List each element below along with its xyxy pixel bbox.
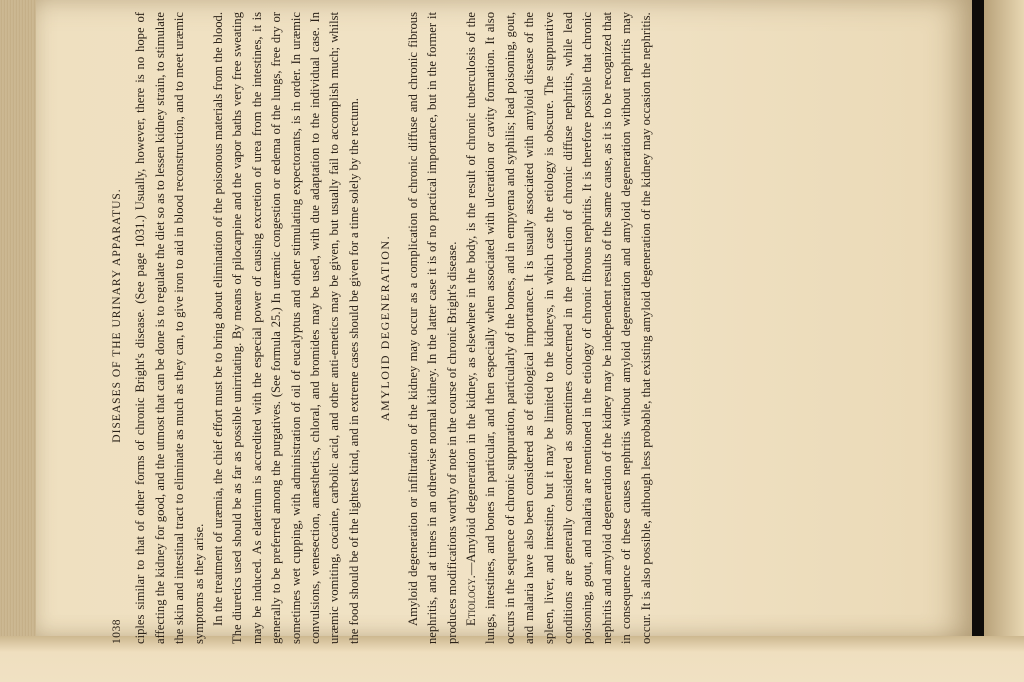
page-edge-stack [0,0,40,682]
section-heading: AMYLOID DEGENERATION. [378,234,393,422]
running-head [108,12,127,644]
paragraph-2: In the treatment of uræmia, the chief effort must be to bring about elimination of the poisonous materials from the blood. The diuretics used should be as far as possible unirritating. By means of pilocarpine and the vapor baths very free sweating may be induced. As elaterium is accredited with the especial power of causing excretion of urea from the intestines, it is generally to be preferred among the purgatives. (See formula 25.) In uræmic congestion or œdema of the lungs, free dry or sometimes wet cupping, with administration of oil of eucalyptus and other stimulating expectorants, is in order. In uræmic convulsions, venesection, anæsthetics, chloral, and bromides may be used, with due adaptation to the individual case. In uræmic vomiting, cocaine, carbolic acid, and other anti-emetics may be given, but usually fail to accomplish much; whilst the food should be of the lightest kind, and in extreme cases should be given for a time solely by the rectum. [211,12,361,644]
paragraph-3: Amyloid degeneration or infiltration of the kidney may occur as a complication of chronic diffuse and chronic fibrous nephritis, and at times in an otherwise normal kidney. In the latter case it is of no practical importance, but in the former it produces modifications worthy of note in the course of chronic Bright's disease. [405,12,459,644]
paragraph-4 [462,12,656,644]
page-text-column [108,12,668,644]
page-number: 1038 [111,619,123,644]
facing-page-sliver [984,0,1024,682]
paragraph-1: ciples similar to that of other forms of chronic Bright's disease. (See page 1031.) Usually, however, there is no hope of affecting the kidney for good, and the utmost that can be done is to regulate the diet so as to lessen kidney strain, to stimulate the skin and intestinal tract to eliminate as much as they can, to give iron to aid in blood reconstruction, and to meet uræmic symptoms as they arise. [133,12,206,644]
etiology-lead: Etiology. [463,575,478,626]
running-title: DISEASES OF THE URINARY APPARATUS. [111,188,123,443]
etiology-text: —Amyloid degeneration in the kidney, as elsewhere in the body, is the result of chronic tuberculosis of the lungs, intestines, and bones in particular, and then especially when associated with ulceration or cavity formation. It also occurs in the sequence of chronic suppuration, particularly of the bones, and in empyema and syphilis; lead poisoning, gout, and malaria have also been considered as of etiological importance. It is usually associated with amyloid disease of the spleen, liver, and intestine, but it may be limited to the kidneys, in which case the etiology is obscure. The suppurative conditions are generally considered as sometimes concerned in the production of chronic diffuse nephritis, while lead poisoning, gout, and malaria are mentioned in the etiology of chronic fibrous nephritis. It is therefore possible that chronic nephritis and amyloid degeneration of the kidney may be independent results of the same cause, as it is to be recognized that in consequence of these causes nephritis without amyloid degeneration and amyloid degeneration without nephritis may occur. It is also possible, although less probable, that existing amyloid degeneration of the kidney may occasion the nephritis. [463,12,653,644]
